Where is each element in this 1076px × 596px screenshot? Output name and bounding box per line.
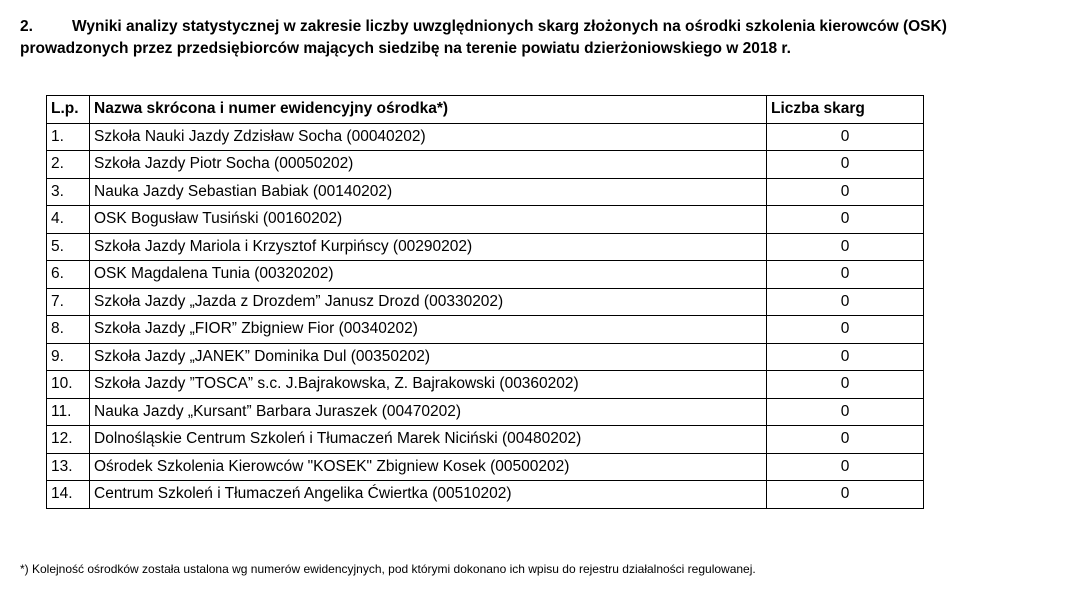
section-number: 2.	[20, 18, 33, 35]
table-row	[47, 371, 924, 399]
table-row	[47, 481, 924, 509]
cell-lp: 13.	[47, 453, 90, 481]
table-row	[47, 178, 924, 206]
cell-lp: 12.	[47, 426, 90, 454]
header-lp: L.p.	[47, 96, 90, 124]
cell-lp: 6.	[47, 261, 90, 289]
table-row	[47, 151, 924, 179]
cell-name: Centrum Szkoleń i Tłumaczeń Angelika Ćwiertka (00510202)	[90, 481, 767, 509]
cell-name: OSK Bogusław Tusiński (00160202)	[90, 206, 767, 234]
cell-lp: 5.	[47, 233, 90, 261]
cell-name: OSK Magdalena Tunia (00320202)	[90, 261, 767, 289]
cell-name: Szkoła Nauki Jazdy Zdzisław Socha (00040202)	[90, 123, 767, 151]
table-row	[47, 233, 924, 261]
table-row	[47, 398, 924, 426]
cell-lp: 4.	[47, 206, 90, 234]
cell-count: 0	[767, 123, 924, 151]
cell-lp: 10.	[47, 371, 90, 399]
table-body	[47, 123, 924, 508]
cell-count: 0	[767, 453, 924, 481]
cell-name: Szkoła Jazdy „JANEK” Dominika Dul (00350202)	[90, 343, 767, 371]
cell-name: Nauka Jazdy „Kursant” Barbara Juraszek (00470202)	[90, 398, 767, 426]
table-row	[47, 206, 924, 234]
cell-name: Szkoła Jazdy ”TOSCA” s.c. J.Bajrakowska, Z. Bajrakowski (00360202)	[90, 371, 767, 399]
cell-count: 0	[767, 233, 924, 261]
table-row	[47, 123, 924, 151]
table-row	[47, 261, 924, 289]
header-name: Nazwa skrócona i numer ewidencyjny ośrodka*)	[90, 96, 767, 124]
cell-lp: 8.	[47, 316, 90, 344]
cell-count: 0	[767, 426, 924, 454]
cell-name: Szkoła Jazdy „Jazda z Drozdem” Janusz Drozd (00330202)	[90, 288, 767, 316]
table-header-row	[47, 96, 924, 124]
cell-count: 0	[767, 371, 924, 399]
cell-name: Szkoła Jazdy Mariola i Krzysztof Kurpińscy (00290202)	[90, 233, 767, 261]
cell-name: Szkoła Jazdy „FIOR” Zbigniew Fior (00340202)	[90, 316, 767, 344]
cell-lp: 3.	[47, 178, 90, 206]
table-row	[47, 316, 924, 344]
cell-name: Szkoła Jazdy Piotr Socha (00050202)	[90, 151, 767, 179]
footnote: *) Kolejność ośrodków została ustalona wg numerów ewidencyjnych, pod którymi dokonano ich wpisu do rejestru działalności regulowanej.	[20, 562, 756, 576]
cell-lp: 2.	[47, 151, 90, 179]
cell-count: 0	[767, 151, 924, 179]
table-row	[47, 288, 924, 316]
cell-lp: 9.	[47, 343, 90, 371]
heading-line-1: Wyniki analizy statystycznej w zakresie liczby uwzględnionych skarg złożonych na ośrodki szkolenia kierowców (OSK)	[72, 18, 947, 35]
cell-lp: 14.	[47, 481, 90, 509]
cell-name: Dolnośląskie Centrum Szkoleń i Tłumaczeń Marek Niciński (00480202)	[90, 426, 767, 454]
cell-count: 0	[767, 288, 924, 316]
cell-name: Nauka Jazdy Sebastian Babiak (00140202)	[90, 178, 767, 206]
cell-lp: 11.	[47, 398, 90, 426]
cell-count: 0	[767, 261, 924, 289]
heading-line-2: prowadzonych przez przedsiębiorców mających siedzibę na terenie powiatu dzierżoniowskiego w 2018 r.	[20, 40, 791, 57]
cell-count: 0	[767, 178, 924, 206]
header-count: Liczba skarg	[767, 96, 924, 124]
cell-lp: 1.	[47, 123, 90, 151]
table-row	[47, 426, 924, 454]
cell-count: 0	[767, 343, 924, 371]
cell-count: 0	[767, 316, 924, 344]
section-heading	[20, 16, 1070, 60]
complaints-table	[46, 95, 924, 509]
cell-count: 0	[767, 481, 924, 509]
table-row	[47, 343, 924, 371]
cell-lp: 7.	[47, 288, 90, 316]
table-row	[47, 453, 924, 481]
cell-count: 0	[767, 206, 924, 234]
cell-count: 0	[767, 398, 924, 426]
cell-name: Ośrodek Szkolenia Kierowców "KOSEK" Zbigniew Kosek (00500202)	[90, 453, 767, 481]
